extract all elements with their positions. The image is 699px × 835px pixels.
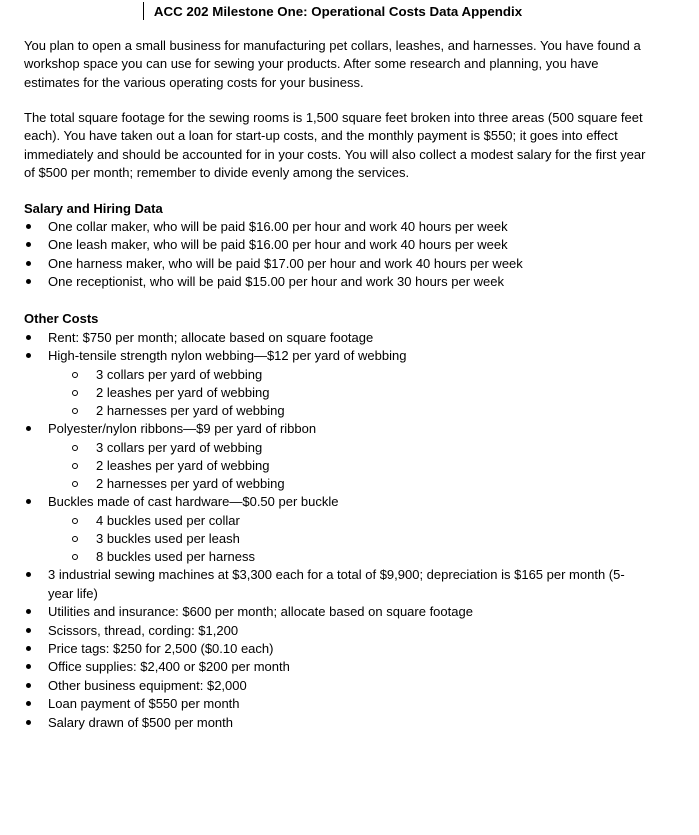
bullet-icon (26, 720, 31, 725)
sub-list-item (0, 402, 676, 420)
list-item-text: 3 industrial sewing machines at $3,300 each for a total of $9,900; depreciation is $165 per month (5-year life) (48, 567, 625, 601)
sub-item-text: 3 collars per yard of webbing (96, 366, 263, 382)
bullet-icon (26, 572, 31, 577)
sub-list-item (0, 548, 676, 566)
list-item (0, 329, 638, 347)
sub-item-text: 2 leashes per yard of webbing (96, 458, 270, 474)
list-item (0, 236, 638, 254)
bullet-icon (26, 646, 31, 651)
circle-bullet-icon (72, 390, 78, 396)
other-costs-heading: Other Costs (24, 311, 99, 326)
list-item (0, 658, 638, 676)
list-item (0, 677, 638, 695)
circle-bullet-icon (72, 463, 78, 469)
circle-bullet-icon (72, 481, 78, 487)
sub-list-item (0, 530, 676, 548)
sub-item-text: 4 buckles used per collar (96, 512, 240, 528)
list-item (0, 420, 638, 438)
sub-list-item (0, 384, 676, 402)
list-item-text: Loan payment of $550 per month (48, 696, 240, 712)
details-paragraph: The total square footage for the sewing rooms is 1,500 square feet broken into three areas (500 square feet each). You have taken out a loan for start-up costs, and the monthly payment is $550; it goes into effect immediately and should be accounted for in your costs. You will also collect a modest salary for the first year of $500 per month; remember to divide evenly among the services. (24, 110, 646, 180)
list-item-text: Utilities and insurance: $600 per month; allocate based on square footage (48, 604, 473, 620)
list-item-text: One receptionist, who will be paid $15.00 per hour and work 30 hours per week (48, 274, 504, 290)
list-item-text: Polyester/nylon ribbons—$9 per yard of ribbon (48, 421, 317, 437)
list-item-text: One collar maker, who will be paid $16.00 per hour and work 40 hours per week (48, 219, 508, 234)
bullet-icon (26, 499, 31, 504)
bullet-icon (26, 664, 31, 669)
list-item (0, 566, 638, 603)
sub-item-text: 3 collars per yard of webbing (96, 439, 263, 455)
sub-list-item (0, 457, 676, 475)
list-item (0, 603, 638, 621)
list-item (0, 218, 638, 236)
list-item (0, 347, 638, 365)
bullet-icon (26, 242, 31, 247)
intro-paragraph: You plan to open a small business for manufacturing pet collars, leashes, and harnesses. You have found a workshop space you can use for sewing your products. After some research and planning, you have estimates for the various operating costs for your business. (24, 38, 641, 90)
circle-bullet-icon (72, 372, 78, 378)
salary-heading: Salary and Hiring Data (24, 201, 163, 216)
list-item-text: Scissors, thread, cording: $1,200 (48, 622, 239, 638)
circle-bullet-icon (72, 445, 78, 451)
list-item-text: Office supplies: $2,400 or $200 per month (48, 659, 290, 675)
circle-bullet-icon (72, 518, 78, 524)
bullet-icon (26, 683, 31, 688)
bullet-icon (26, 353, 31, 358)
list-item (0, 273, 638, 291)
list-item-text: Rent: $750 per month; allocate based on square footage (48, 330, 374, 345)
salary-list (0, 218, 676, 292)
sub-list-item (0, 439, 676, 457)
bullet-icon (26, 261, 31, 266)
sub-item-text: 2 harnesses per yard of webbing (96, 403, 285, 419)
list-item-text: Price tags: $250 for 2,500 ($0.10 each) (48, 641, 274, 657)
bullet-icon (26, 335, 31, 340)
sub-list-item (0, 366, 676, 384)
list-item (0, 714, 638, 732)
list-item-text: High-tensile strength nylon webbing—$12 per yard of webbing (48, 348, 407, 364)
sub-item-text: 3 buckles used per leash (96, 531, 240, 547)
circle-bullet-icon (72, 536, 78, 542)
bullet-icon (26, 701, 31, 706)
list-item (0, 640, 638, 658)
circle-bullet-icon (72, 554, 78, 560)
bullet-icon (26, 426, 31, 431)
sub-list-item (0, 475, 676, 493)
list-item-text: Salary drawn of $500 per month (48, 714, 233, 730)
other-costs-list (0, 329, 676, 732)
sub-list-item (0, 512, 676, 530)
bullet-icon (26, 628, 31, 633)
list-item-text: One harness maker, who will be paid $17.00 per hour and work 40 hours per week (48, 255, 523, 271)
document-title: ACC 202 Milestone One: Operational Costs Data Appendix (153, 4, 523, 19)
list-item-text: Buckles made of cast hardware—$0.50 per buckle (48, 494, 339, 510)
list-item-text: Other business equipment: $2,000 (48, 677, 247, 693)
sub-item-text: 2 leashes per yard of webbing (96, 385, 270, 401)
bullet-icon (26, 609, 31, 614)
list-item (0, 493, 638, 511)
sub-item-text: 8 buckles used per harness (96, 549, 255, 565)
list-item (0, 695, 638, 713)
sub-item-text: 2 harnesses per yard of webbing (96, 476, 285, 492)
circle-bullet-icon (72, 408, 78, 414)
list-item (0, 622, 638, 640)
list-item-text: One leash maker, who will be paid $16.00 per hour and work 40 hours per week (48, 237, 508, 253)
list-item (0, 255, 638, 273)
bullet-icon (26, 224, 31, 229)
bullet-icon (26, 279, 31, 284)
